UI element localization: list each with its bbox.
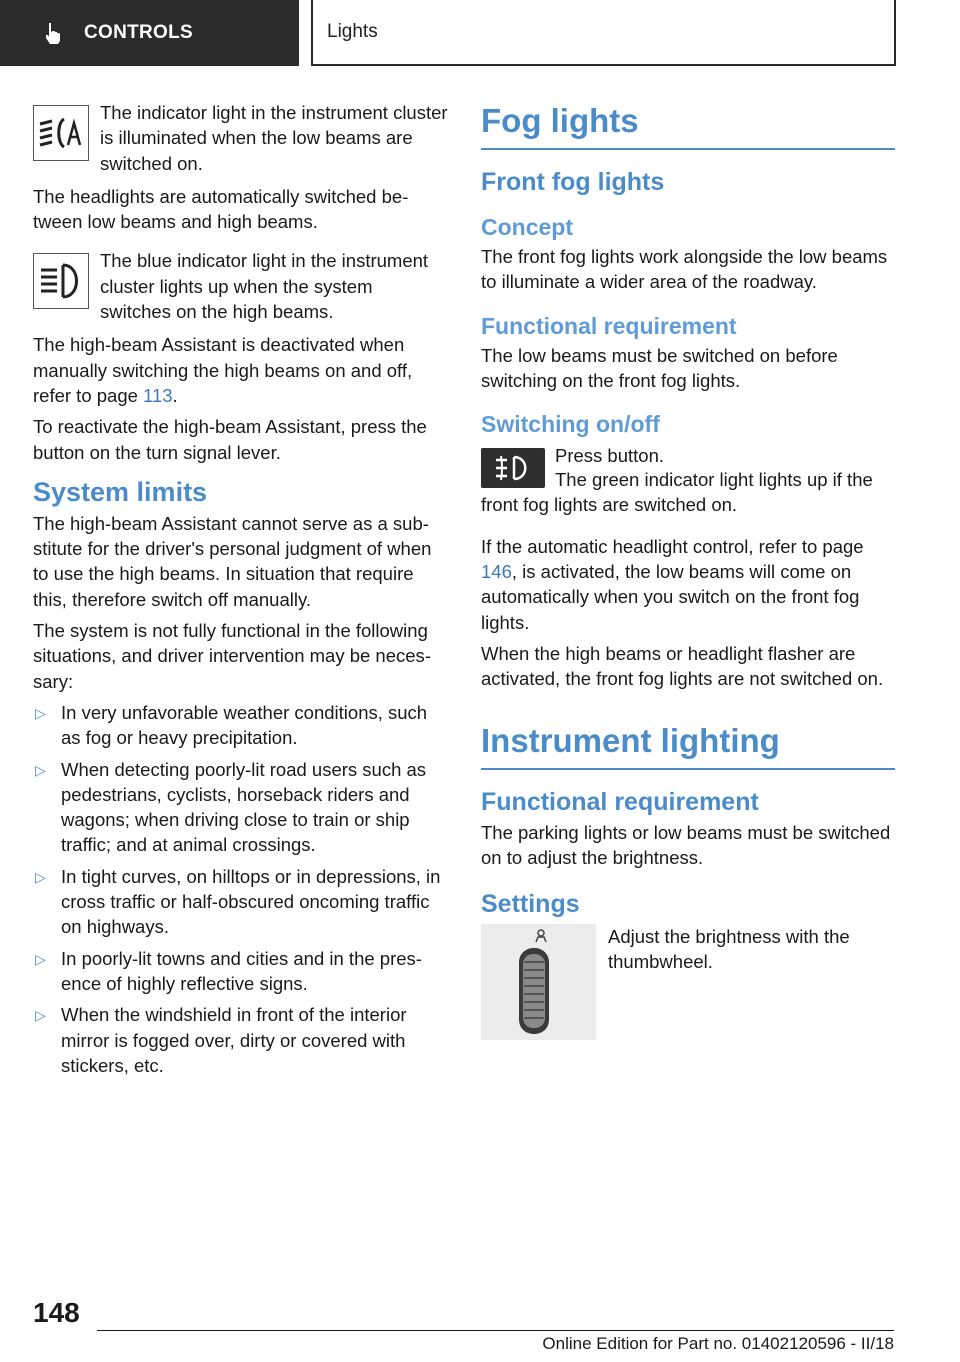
flasher-text: When the high beams or headlight flasher are activated, the front fog lights are not switched on. — [481, 642, 884, 690]
list-item: ▷ In tight curves, on hilltops or in depressions, in cross traffic or half-obscured oncoming traffic on highways. — [35, 865, 441, 938]
page-113-link[interactable]: 113 — [143, 384, 173, 406]
concept-text: The front fog lights work alongside the low beams to illuminate a wider area of the roadway. — [481, 246, 888, 293]
limitations-list — [33, 700, 448, 1078]
list-item: ▷ In poorly-lit towns and cities and in the presence of highly reflective signs. — [35, 947, 422, 994]
reactivate-text: To reactivate the high-beam Assistant, press the button on the turn signal lever. — [33, 416, 427, 463]
fog-lights-heading: Fog lights — [481, 100, 895, 150]
pointing-hand-icon — [40, 20, 66, 46]
page-146-link[interactable]: 146 — [481, 561, 512, 583]
system-limits-heading: System limits — [33, 476, 208, 507]
not-functional-text: The system is not fully functional in the following situations, and driver intervention may be necessary: — [33, 620, 431, 692]
chapter-title: CONTROLS — [84, 22, 194, 43]
triangle-bullet-icon: ▷ — [35, 761, 46, 778]
page-header — [0, 0, 960, 66]
section-tab — [311, 0, 896, 66]
triangle-bullet-icon: ▷ — [35, 1007, 46, 1024]
left-column — [33, 100, 448, 1084]
section-title: Lights — [327, 21, 378, 42]
list-item: ▷ In very unfavorable weather conditions, such as fog or heavy precipitation. — [35, 701, 428, 749]
deactivated-text: The high-beam Assistant is deactivated when manually switching the high beams on and off, refer to page 113. — [33, 334, 413, 406]
auto-headlight-text: If the automatic headlight control, refer to page 146, is activated, the low beams will come on automatically when you switch on the front fog lights. — [481, 535, 864, 633]
high-beam-indicator-row — [33, 248, 448, 324]
instrument-lighting-heading: Instrument lighting — [481, 720, 895, 770]
front-fog-lights-heading: Front fog lights — [481, 168, 665, 196]
thumbwheel-image — [481, 924, 596, 1040]
triangle-bullet-icon: ▷ — [35, 950, 46, 967]
settings-text: Adjust the brightness with the thumbwheel. — [608, 926, 850, 973]
low-beam-indicator-row — [33, 100, 448, 176]
auto-switch-text: The headlights are automatically switched between low beams and high beams. — [33, 185, 409, 233]
footer-divider — [97, 1330, 894, 1331]
press-button-text: Press button. — [555, 445, 665, 467]
chapter-tab[interactable] — [0, 0, 299, 66]
thumbwheel-row — [481, 924, 895, 1040]
instrument-functional-requirement-heading: Functional requirement — [481, 787, 759, 816]
settings-heading: Settings — [481, 890, 580, 919]
limits-text: The high-beam Assistant cannot serve as a substitute for the driver's personal judgment of when to use the high beams. In situation that require this, therefore switch off manually. — [33, 512, 432, 610]
instrument-functional-requirement-text: The parking lights or low beams must be switched on to adjust the brightness. — [481, 821, 891, 868]
page-number: 148 — [33, 1297, 80, 1328]
triangle-bullet-icon: ▷ — [35, 704, 46, 721]
low-beam-auto-icon — [33, 105, 89, 166]
right-column — [481, 100, 895, 1040]
triangle-bullet-icon: ▷ — [35, 868, 46, 885]
functional-requirement-text: The low beams must be switched on before switching on the front fog lights. — [481, 344, 838, 391]
high-beam-indicator-text: The blue indicator light in the instrument cluster lights up when the system switches on the high beams. — [100, 250, 429, 323]
high-beam-icon — [33, 253, 89, 314]
edition-text: Online Edition for Part no. 01402120596 - II/18 — [542, 1334, 894, 1353]
concept-heading: Concept — [481, 214, 573, 240]
functional-requirement-heading: Functional requirement — [481, 312, 737, 339]
low-beam-indicator-text: The indicator light in the instrument cluster is illuminated when the low beams are switched on. — [100, 102, 448, 174]
green-indicator-text: The green indicator light lights up if the front fog lights are switched on. — [481, 469, 873, 516]
switching-heading: Switching on/off — [481, 411, 660, 438]
fog-light-button-icon[interactable] — [481, 448, 545, 488]
list-item: ▷ When detecting poorly-lit road users such as pedestrians, cyclists, horseback riders and wagons; when driving close to train or ship traffic; and at animal crossings. — [35, 758, 427, 856]
list-item: ▷ When the windshield in front of the interior mirror is fogged over, dirty or covered with stickers, etc. — [35, 1004, 407, 1076]
